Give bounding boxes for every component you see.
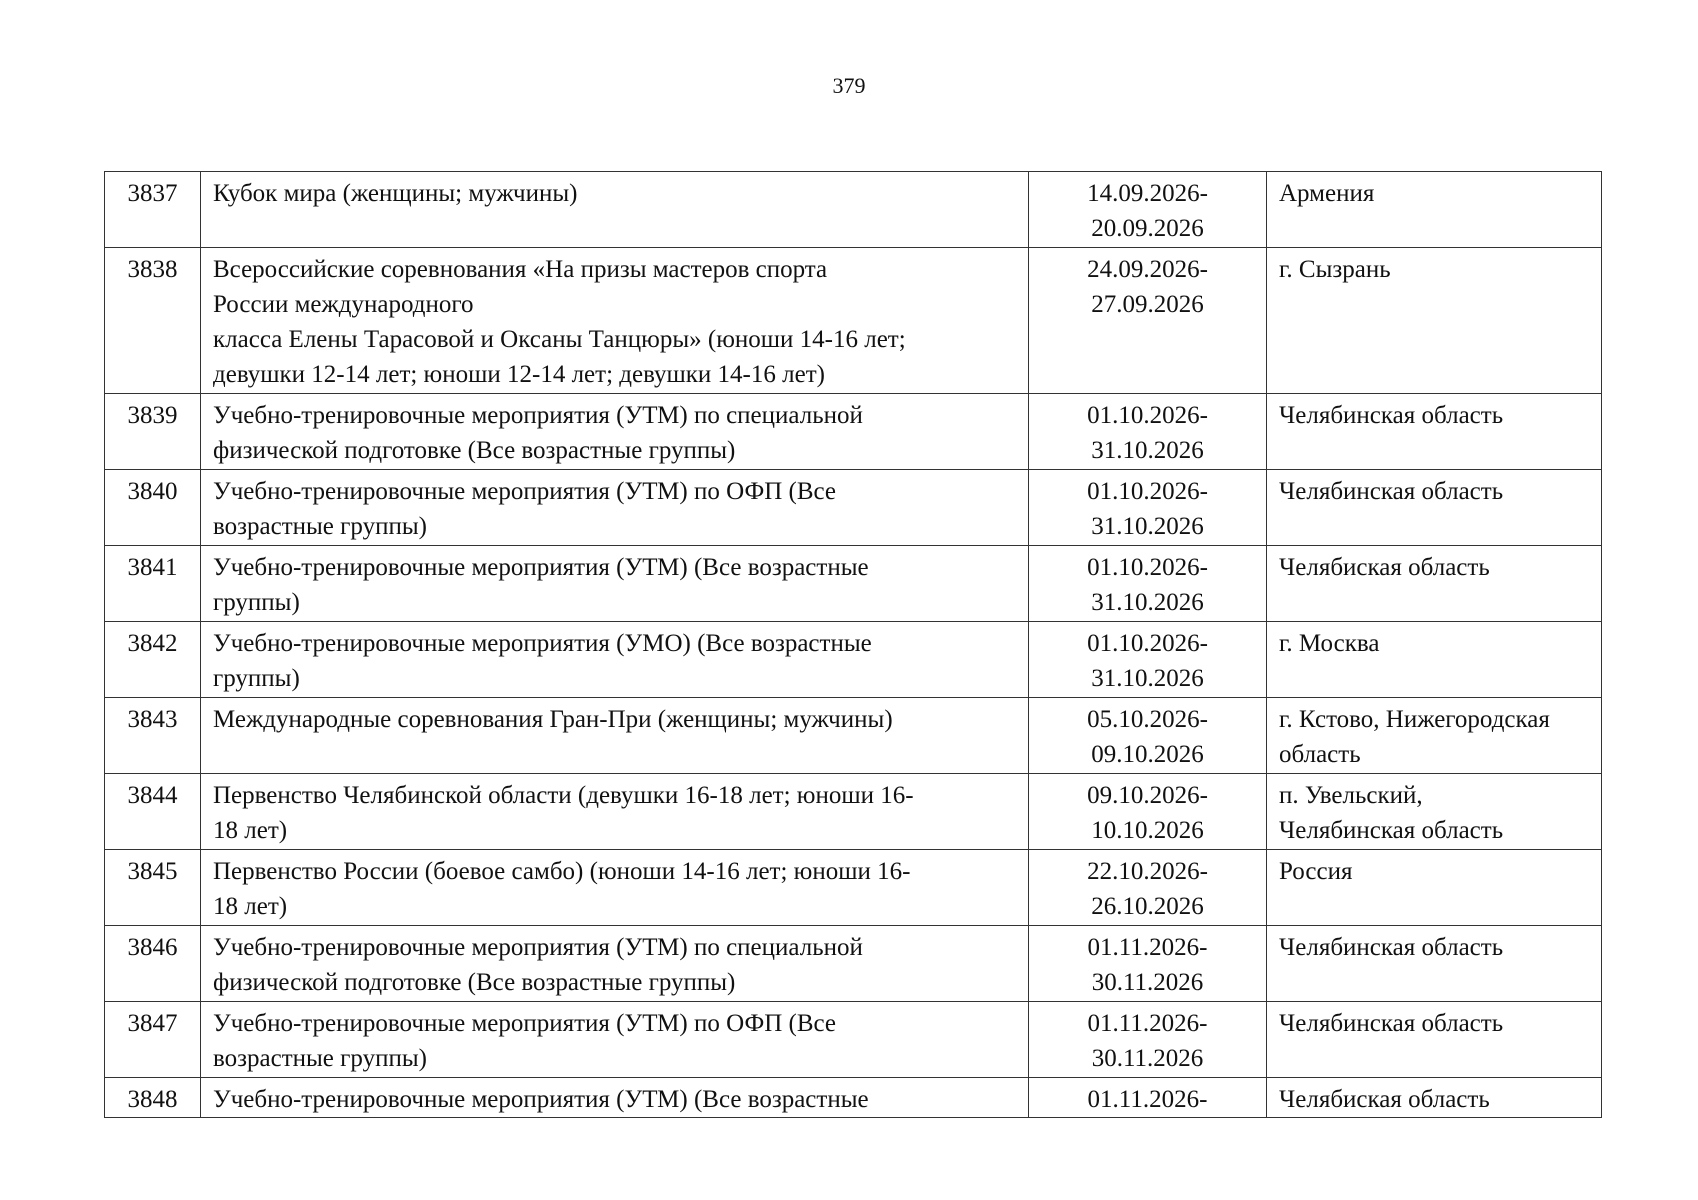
table-row <box>105 1002 1602 1078</box>
date-start: 14.09.2026- <box>1087 180 1208 207</box>
event-dates <box>1029 394 1267 470</box>
event-place <box>1267 546 1602 622</box>
event-name-line: Учебно-тренировочные мероприятия (УТМ) по специальной <box>213 934 863 961</box>
event-dates <box>1029 774 1267 850</box>
table-row <box>105 1078 1602 1118</box>
date-end: 31.10.2026 <box>1091 513 1204 540</box>
event-name-line: 18 лет) <box>213 817 288 844</box>
event-name-line: Международные соревнования Гран-При (женщины; мужчины) <box>213 706 893 733</box>
event-place <box>1267 774 1602 850</box>
place-line: Челябинская область <box>1279 934 1504 961</box>
event-name-line: возрастные группы) <box>213 513 427 540</box>
event-dates <box>1029 172 1267 248</box>
table-row <box>105 394 1602 470</box>
place-line: область <box>1279 741 1361 768</box>
event-name <box>201 622 1029 698</box>
event-place <box>1267 622 1602 698</box>
place-line: Челябиская область <box>1279 1086 1490 1113</box>
place-line: г. Москва <box>1279 630 1380 657</box>
event-name <box>201 470 1029 546</box>
event-dates <box>1029 546 1267 622</box>
place-line: г. Кстово, Нижегородская <box>1279 706 1550 733</box>
place-line: п. Увельский, <box>1279 782 1423 809</box>
event-name-line: Учебно-тренировочные мероприятия (УМО) (Все возрастные <box>213 630 872 657</box>
table-row <box>105 698 1602 774</box>
event-name-line: физической подготовке (Все возрастные группы) <box>213 437 736 464</box>
place-line: Армения <box>1279 180 1375 207</box>
events-table-body <box>105 172 1602 1118</box>
event-dates <box>1029 850 1267 926</box>
date-start: 01.11.2026- <box>1087 1010 1208 1037</box>
event-number: 3846 <box>105 926 201 1002</box>
event-name <box>201 774 1029 850</box>
event-name-line: Первенство Челябинской области (девушки 16-18 лет; юноши 16- <box>213 782 914 809</box>
table-row <box>105 172 1602 248</box>
date-start: 01.10.2026- <box>1087 402 1208 429</box>
date-start: 09.10.2026- <box>1087 782 1208 809</box>
table-row <box>105 546 1602 622</box>
event-dates <box>1029 248 1267 394</box>
table-row <box>105 470 1602 546</box>
event-number: 3844 <box>105 774 201 850</box>
event-dates <box>1029 926 1267 1002</box>
event-number: 3840 <box>105 470 201 546</box>
date-start: 24.09.2026- <box>1087 256 1208 283</box>
event-place <box>1267 172 1602 248</box>
page-number: 379 <box>832 73 866 98</box>
table-row <box>105 622 1602 698</box>
event-place <box>1267 926 1602 1002</box>
event-place <box>1267 698 1602 774</box>
date-end: 30.11.2026 <box>1091 969 1204 996</box>
place-line: Челябинская область <box>1279 478 1504 505</box>
event-name-line: девушки 12-14 лет; юноши 12-14 лет; девушки 14-16 лет) <box>213 361 825 388</box>
event-name-line: группы) <box>213 589 300 616</box>
events-table <box>104 171 1602 1118</box>
event-name-line: Учебно-тренировочные мероприятия (УТМ) по ОФП (Все <box>213 478 836 505</box>
place-line: Челябинская область <box>1279 402 1504 429</box>
event-name <box>201 546 1029 622</box>
event-place <box>1267 470 1602 546</box>
date-end: 31.10.2026 <box>1091 665 1204 692</box>
event-name <box>201 926 1029 1002</box>
event-number: 3845 <box>105 850 201 926</box>
event-number: 3841 <box>105 546 201 622</box>
date-end: 27.09.2026 <box>1091 291 1204 318</box>
event-name-line: России международного <box>213 291 474 318</box>
event-name-line: 18 лет) <box>213 893 288 920</box>
place-line: Россия <box>1279 858 1353 885</box>
event-place <box>1267 1002 1602 1078</box>
event-dates <box>1029 1078 1267 1118</box>
place-line: г. Сызрань <box>1279 256 1391 283</box>
table-row <box>105 774 1602 850</box>
table-row <box>105 850 1602 926</box>
date-start: 01.10.2026- <box>1087 554 1208 581</box>
event-place <box>1267 394 1602 470</box>
date-start: 22.10.2026- <box>1087 858 1208 885</box>
event-name <box>201 172 1029 248</box>
event-name-line: Учебно-тренировочные мероприятия (УТМ) по специальной <box>213 402 863 429</box>
event-dates <box>1029 1002 1267 1078</box>
event-name-line: Учебно-тренировочные мероприятия (УТМ) (Все возрастные <box>213 554 869 581</box>
event-dates <box>1029 470 1267 546</box>
date-end: 31.10.2026 <box>1091 589 1204 616</box>
event-place <box>1267 850 1602 926</box>
event-number: 3847 <box>105 1002 201 1078</box>
place-line: Челябиская область <box>1279 554 1490 581</box>
event-number: 3843 <box>105 698 201 774</box>
date-start: 01.11.2026- <box>1087 1086 1208 1113</box>
date-end: 31.10.2026 <box>1091 437 1204 464</box>
date-start: 01.10.2026- <box>1087 630 1208 657</box>
date-end: 30.11.2026 <box>1091 1045 1204 1072</box>
date-start: 05.10.2026- <box>1087 706 1208 733</box>
event-dates <box>1029 622 1267 698</box>
event-name <box>201 1002 1029 1078</box>
event-name-line: Кубок мира (женщины; мужчины) <box>213 180 578 207</box>
event-name-line: физической подготовке (Все возрастные группы) <box>213 969 736 996</box>
event-place <box>1267 248 1602 394</box>
event-number: 3839 <box>105 394 201 470</box>
place-line: Челябинская область <box>1279 1010 1504 1037</box>
date-start: 01.11.2026- <box>1087 934 1208 961</box>
event-name <box>201 394 1029 470</box>
date-end: 09.10.2026 <box>1091 741 1204 768</box>
place-line: Челябинская область <box>1279 817 1504 844</box>
table-row <box>105 926 1602 1002</box>
table-row <box>105 248 1602 394</box>
event-number: 3848 <box>105 1078 201 1118</box>
date-end: 10.10.2026 <box>1091 817 1204 844</box>
event-name-line: Первенство России (боевое самбо) (юноши 14-16 лет; юноши 16- <box>213 858 911 885</box>
event-name <box>201 698 1029 774</box>
event-name-line: группы) <box>213 665 300 692</box>
event-dates <box>1029 698 1267 774</box>
date-start: 01.10.2026- <box>1087 478 1208 505</box>
event-number: 3842 <box>105 622 201 698</box>
event-name <box>201 850 1029 926</box>
event-name-line: Учебно-тренировочные мероприятия (УТМ) (Все возрастные <box>213 1086 869 1113</box>
event-name-line: класса Елены Тарасовой и Оксаны Танцюры» (юноши 14-16 лет; <box>213 326 906 353</box>
event-name <box>201 1078 1029 1118</box>
event-name-line: Учебно-тренировочные мероприятия (УТМ) по ОФП (Все <box>213 1010 836 1037</box>
date-end: 20.09.2026 <box>1091 215 1204 242</box>
date-end: 26.10.2026 <box>1091 893 1204 920</box>
event-name-line: возрастные группы) <box>213 1045 427 1072</box>
event-number: 3837 <box>105 172 201 248</box>
event-place <box>1267 1078 1602 1118</box>
event-name-line: Всероссийские соревнования «На призы мастеров спорта <box>213 256 828 283</box>
event-name <box>201 248 1029 394</box>
event-number: 3838 <box>105 248 201 394</box>
